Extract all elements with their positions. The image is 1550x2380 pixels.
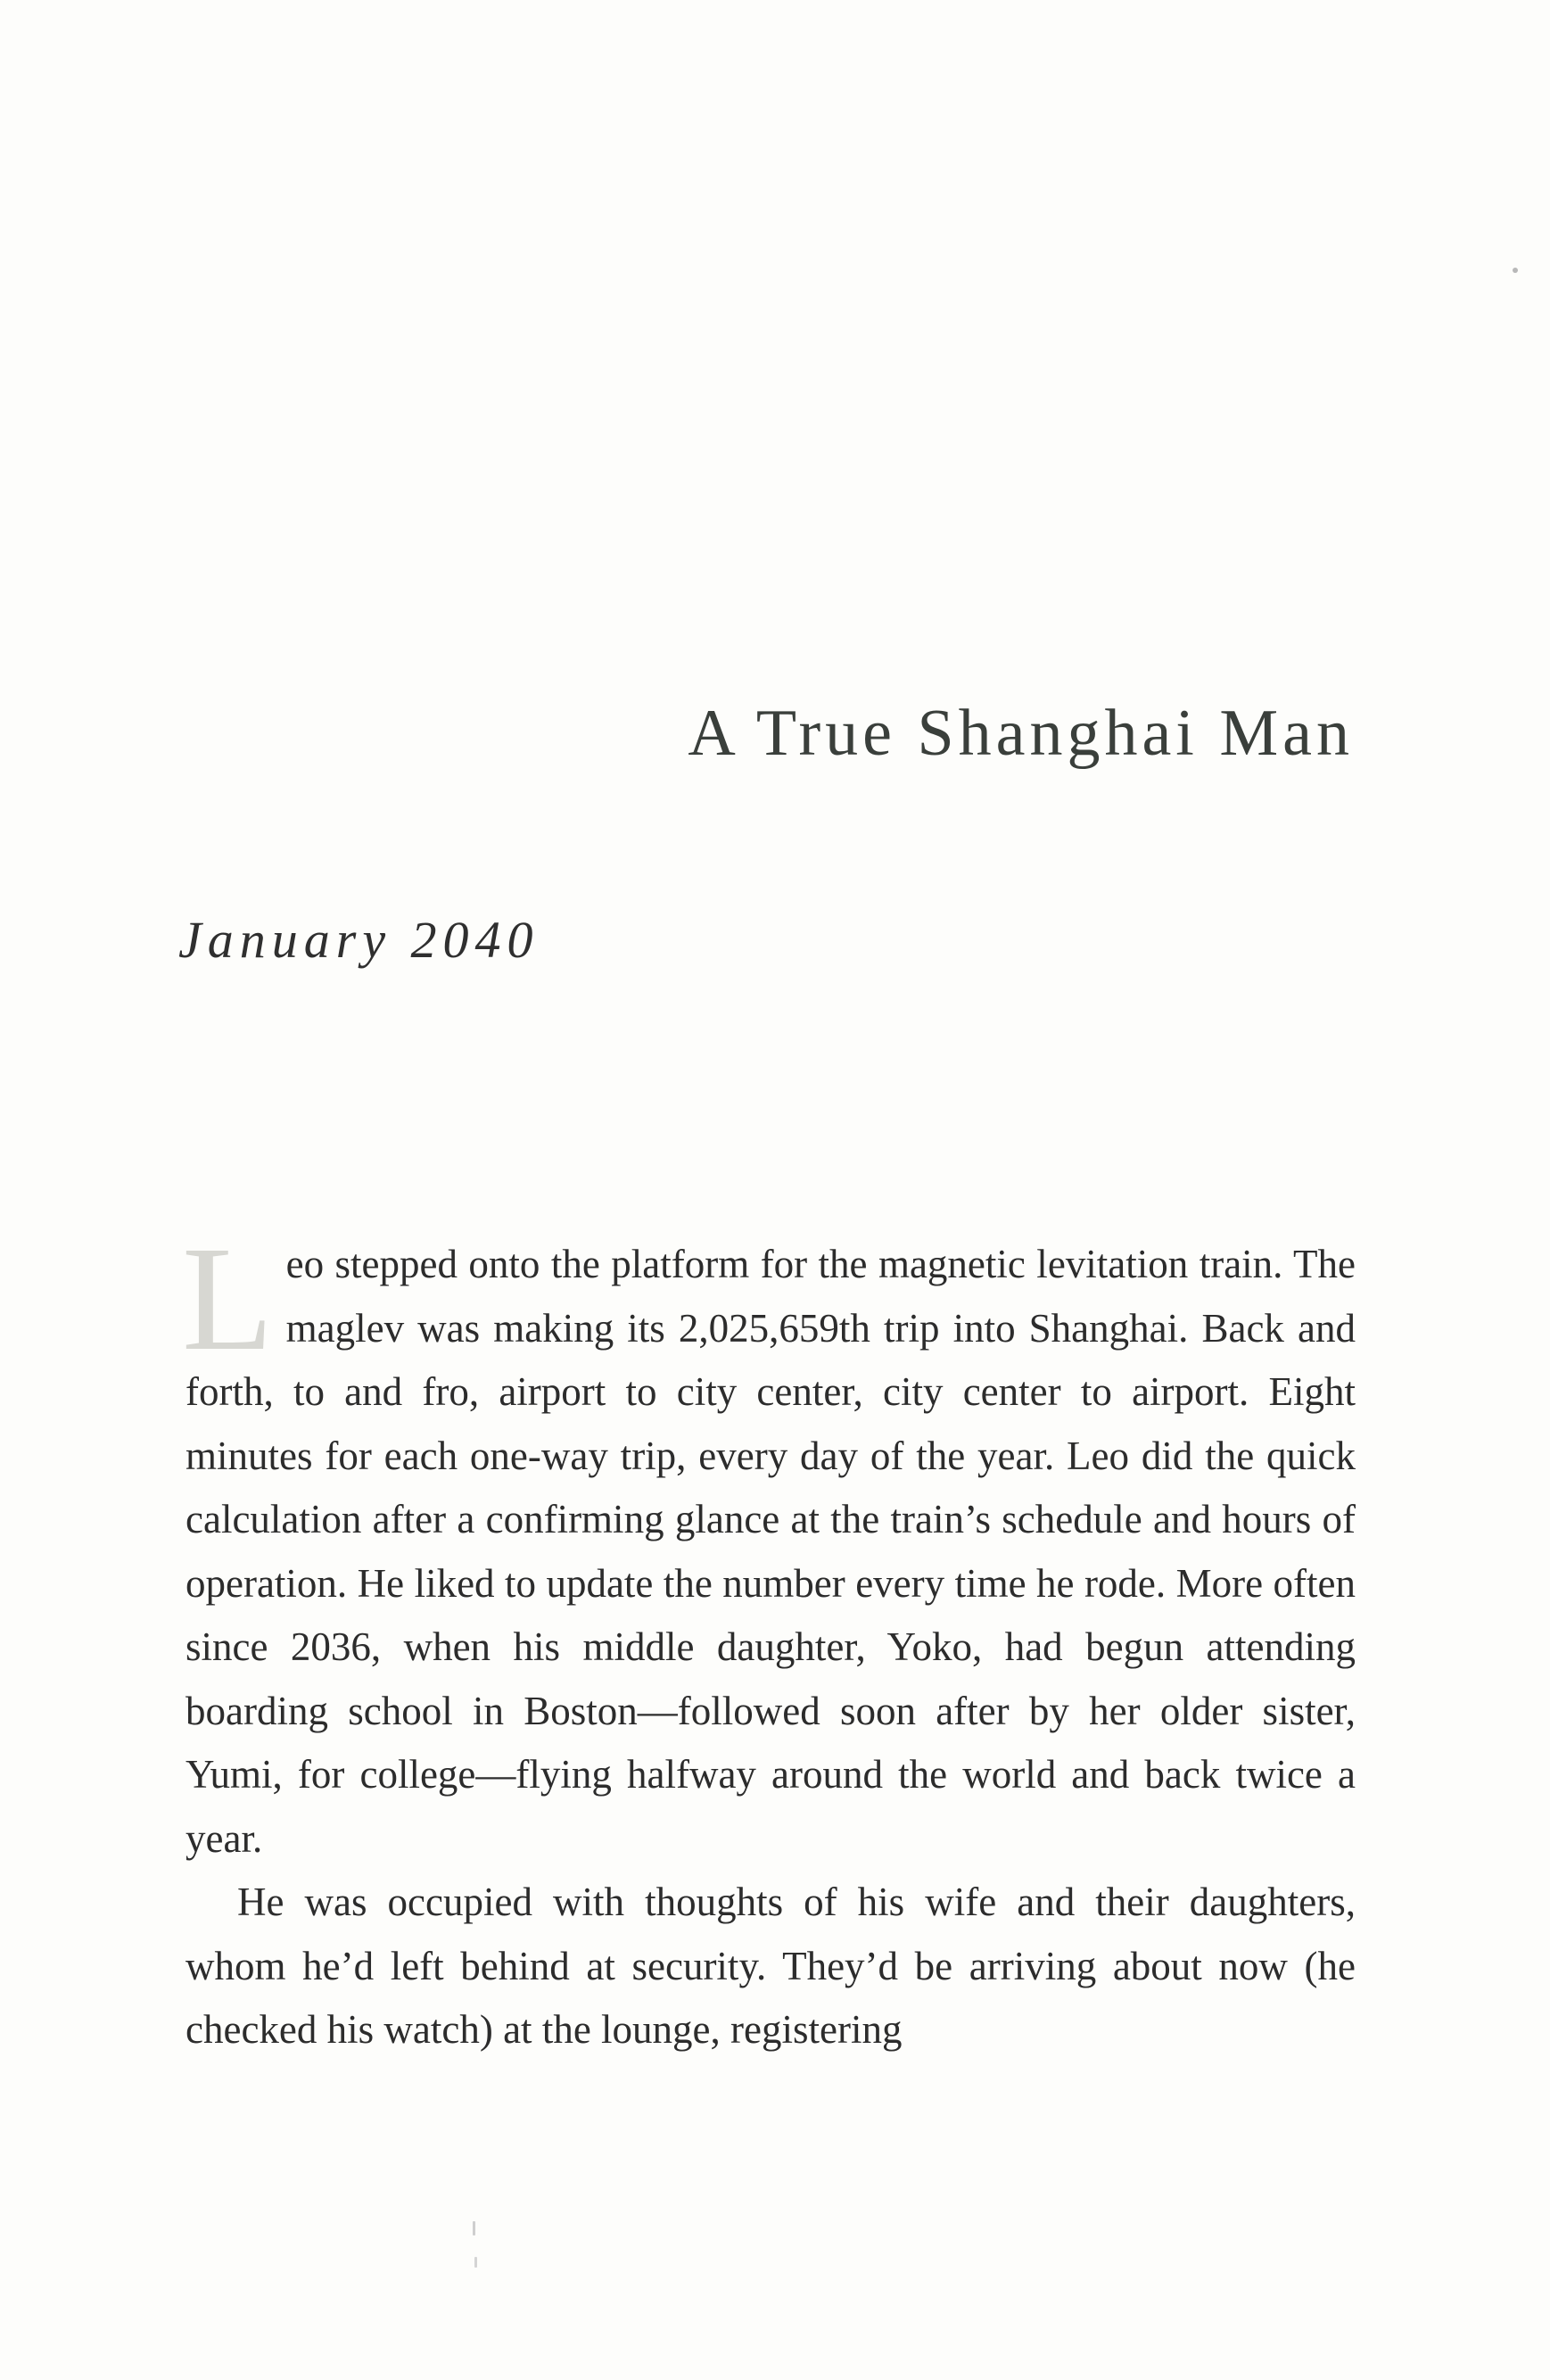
paragraph-2: He was occupied with thoughts of his wife and their daughters, whom he’d left behind at security. They’d be arriving about now (he checked his watch) at the lounge, registering: [186, 1880, 1356, 2052]
scan-speck: [473, 2221, 475, 2235]
chapter-title: A True Shanghai Man: [688, 697, 1354, 770]
paragraph-1: [182, 1216, 1356, 1871]
paragraph-1-text: eo stepped onto the platform for the magnetic levitation train. The maglev was making its 2,025,659th trip into Shanghai. Back and forth, to and fro, airport to city center, city center to airport. Eight minutes for each one-way trip, every day of the year. Leo did the quick calculation after a confirming glance at the train’s schedule and hours of operation. He liked to update the number every time he rode. More often since 2036, when his middle daughter, Yoko, had begun attending boarding school in Boston—followed soon after by her older sister, Yumi, for college—flying halfway around the world and back twice a year.: [186, 1242, 1356, 1861]
scan-speck: [474, 2257, 477, 2268]
chapter-dateline: January 2040: [178, 911, 540, 969]
drop-cap: L: [182, 1216, 274, 1382]
scan-speck: [1513, 268, 1518, 273]
body-text: [182, 1216, 1356, 2062]
